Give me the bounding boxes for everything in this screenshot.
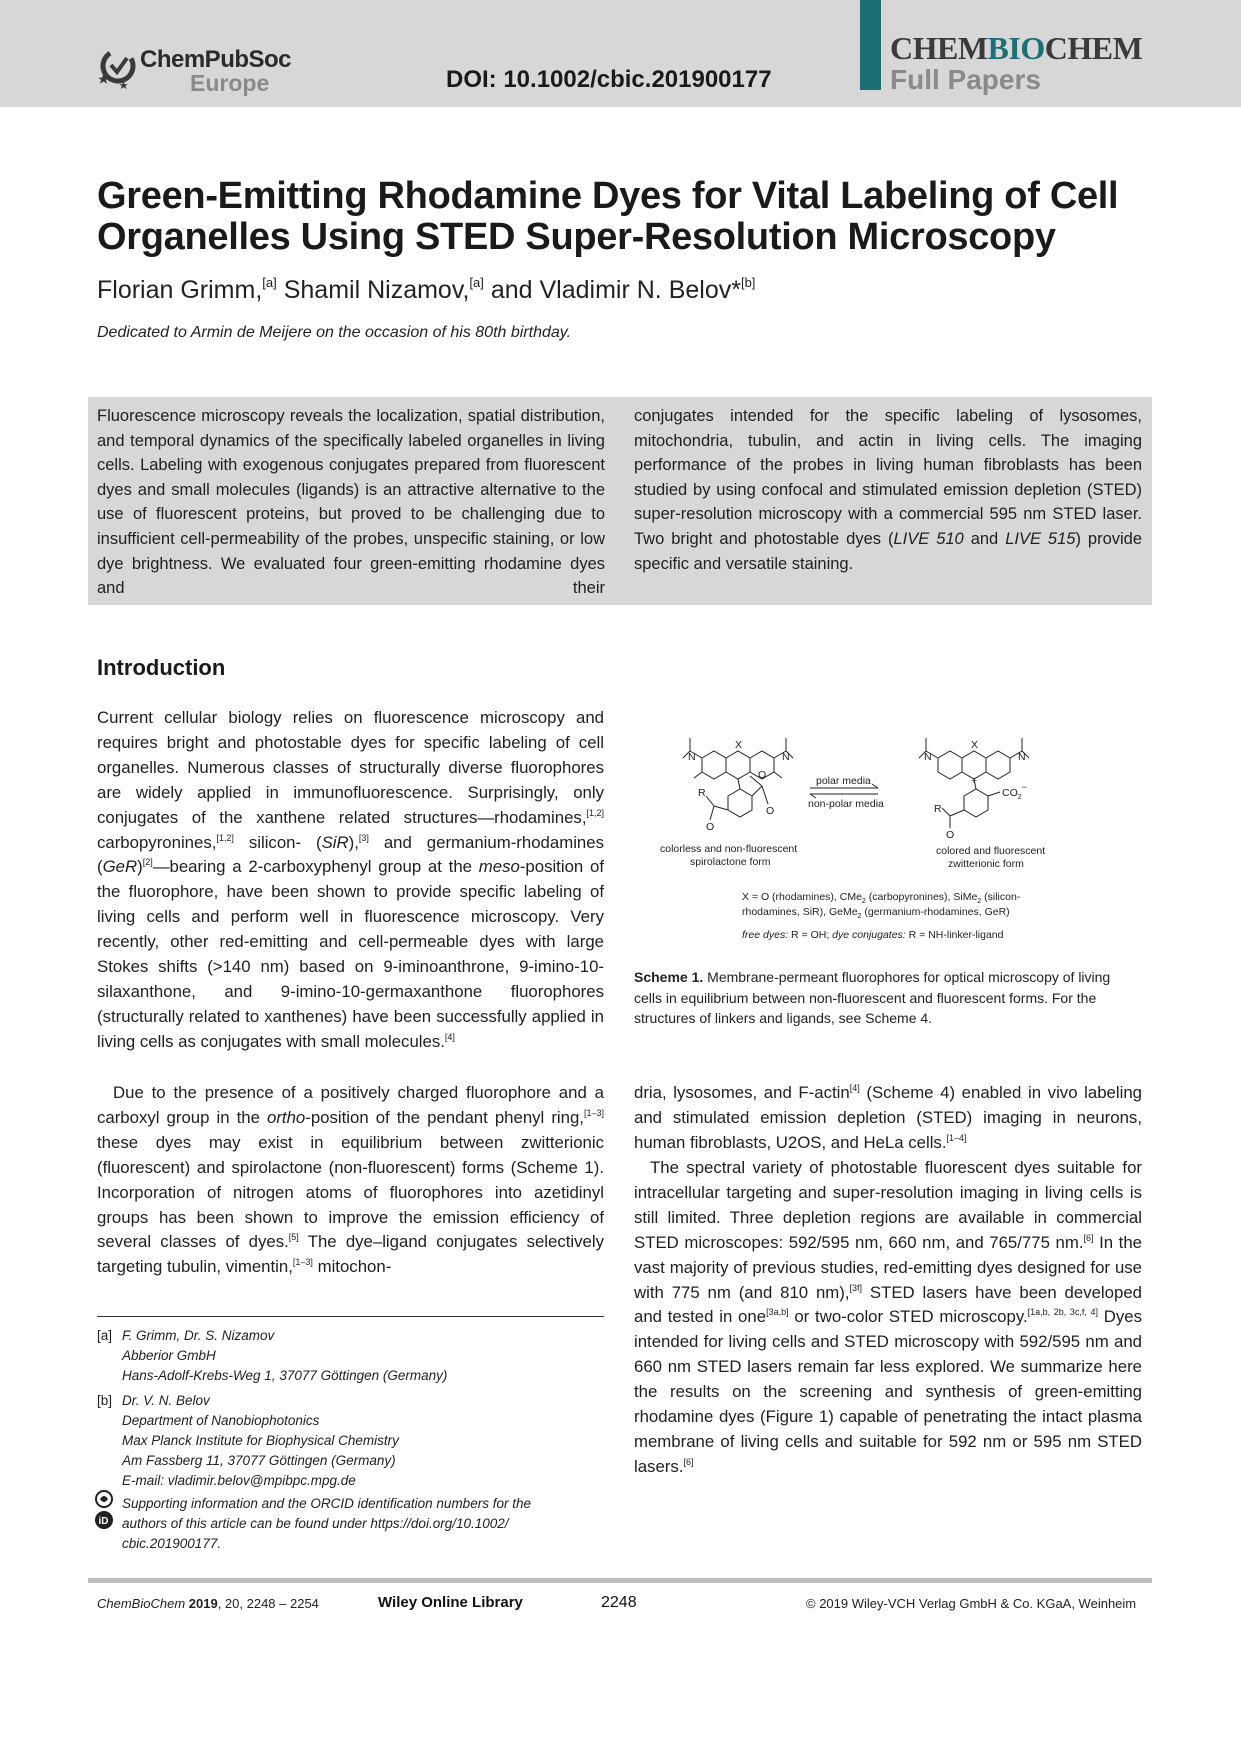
legend-subscript: 2 (857, 913, 862, 920)
author-affiliation-ref: [b] (740, 275, 756, 290)
text-run: or two-color STED microscopy. (788, 1307, 1028, 1327)
scheme-atom-label: N (782, 751, 790, 763)
affiliation-line: Abberior GmbH (122, 1348, 216, 1363)
scheme-left-caption: colorless and non-fluorescent (660, 843, 798, 855)
svg-text:iD: iD (98, 1516, 109, 1527)
affiliation-tag: [a] (97, 1328, 113, 1343)
footer-wiley-online-library[interactable]: Wiley Online Library (378, 1594, 523, 1611)
section-heading-introduction: Introduction (97, 655, 226, 680)
scheme-group-label (1002, 782, 1027, 801)
dye-abbrev: GeR (102, 857, 138, 877)
dedication: Dedicated to Armin de Meijere on the occasion of his 80th birthday. (97, 324, 572, 341)
scheme-atom-label: X (971, 739, 979, 751)
body-paragraph (97, 706, 604, 1055)
caption-text: Membrane-permeant fluorophores for optical microscopy of living cells in equilibrium between non-fluorescent and fluorescent forms. For the structures of linkers and ligands, see Scheme 4. (634, 969, 1111, 1026)
scheme-atom-label: O (946, 829, 955, 841)
legend-text: X = O (rhodamines), CMe (742, 891, 862, 903)
text-run: (Scheme 4) enabled in vivo labeling and stimulated emission depletion (STED) imaging in neurons, human fibroblasts, U2OS, and HeLa cells. (634, 1083, 1142, 1152)
text-run: mitochon- (312, 1257, 392, 1277)
article-title (97, 176, 1157, 258)
dye-name: LIVE 510 (893, 529, 964, 548)
legend-subscript: 2 (861, 898, 866, 905)
scheme-atom-label: X (735, 739, 743, 751)
footer-journal-name: ChemBioChem (97, 1596, 186, 1611)
author-list (97, 275, 755, 305)
citation-ref[interactable]: [1,2] (586, 807, 604, 818)
affiliation-line: Department of Nanobiophotonics (122, 1413, 320, 1428)
body-paragraph (97, 1081, 604, 1280)
scheme-co2-label: CO (1002, 787, 1018, 799)
supporting-info-line[interactable]: cbic.201900177. (122, 1536, 222, 1551)
body-paragraph (634, 1156, 1142, 1480)
scheme-left-caption: spirolactone form (690, 856, 771, 868)
citation-ref[interactable]: [6] (1083, 1232, 1094, 1243)
citation-ref[interactable]: [6] (683, 1456, 694, 1467)
text-run: STED lasers have been developed and tested in one (634, 1282, 1142, 1327)
scheme-right-caption: zwitterionic form (948, 858, 1024, 870)
journal-name-part1: CHEM (890, 30, 988, 66)
journal-name (890, 30, 1142, 67)
citation-ref[interactable]: [5] (288, 1232, 299, 1243)
text-run: carbopyronines, (97, 832, 217, 852)
text-run: these dyes may exist in equilibrium between zwitterionic (fluorescent) and spirolactone (non-fluorescent) forms (Scheme 1). Incorporation of nitrogen atoms of fluorophores into azetidinyl groups has been shown to improve the emission efficiency of several classes of dyes. (97, 1132, 604, 1252)
affiliation-line: Hans-Adolf-Krebs-Weg 1, 37077 Göttingen (Germany) (122, 1368, 448, 1383)
scheme-condition-nonpolar: non-polar media (808, 798, 884, 810)
citation-ref[interactable]: [3] (358, 832, 369, 843)
footnote-divider (97, 1316, 604, 1317)
text-run: The dye–ligand conjugates selectively targeting tubulin, vimentin, (97, 1232, 604, 1277)
affiliation-tag: [b] (97, 1393, 113, 1408)
text-run: In the vast majority of previous studies, red-emitting dyes designed for use with 775 nm (and 810 nm), (634, 1232, 1142, 1302)
text-run: Current cellular biology relies on fluorescence microscopy and requires bright and photostable dyes for specific labeling of cell organelles. Numerous classes of structurally diverse fluorophores are widely applied in immunofluorescence. Surprisingly, only conjugates of the xanthene related structures—rhodamines, (97, 708, 604, 827)
footer-divider (88, 1578, 1152, 1583)
dye-name: LIVE 515 (1005, 529, 1076, 548)
doi-label[interactable]: DOI: 10.1002/cbic.201900177 (446, 66, 772, 93)
legend-italic: dye conjugates: (832, 929, 906, 941)
abstract-left-column: Fluorescence microscopy reveals the localization, spatial distribution, and temporal dynamics of the specifically labeled organelles in living cells. Labeling with exogenous conjugates prepared from fluorescent dyes and small molecules (ligands) is an attractive alternative to the use of fluorescent proteins, but proved to be challenging due to insufficient cell-permeability of the probes, unspecific staining, or low dye brightness. We evaluated four green-emitting rhodamine dyes and their (97, 407, 605, 598)
text-run: The spectral variety of photostable fluorescent dyes suitable for intracellular targeting and super-resolution imaging in living cells is still limited. Three depletion regions are available in commercial STED microscopes: 592/595 nm, 660 nm, and 765/775 nm. (634, 1158, 1142, 1252)
text-run: —bearing a 2-carboxyphenyl group at the (152, 857, 479, 877)
chempubsoc-logo-icon (96, 44, 140, 90)
affiliation-line: F. Grimm, Dr. S. Nizamov (122, 1328, 275, 1343)
legend-text: (silicon- (981, 891, 1021, 903)
text-run: -position of the fluorophore, have been shown to provide specific labeling of living cells and perform well in fluorescence microscopy. Very recently, other red-emitting and cell-permeable dyes with large Stokes shifts (>140 nm) based on 9-iminoanthrone, 9-imino-10-silaxanthone, and 9-imino-10-germaxanthone fluorophores (structurally related to xanthenes) have been successfully applied in living cells as conjugates with small molecules. (97, 857, 604, 1051)
legend-text: R = NH-linker-ligand (905, 929, 1004, 941)
author-name: Shamil Nizamov, (283, 276, 470, 304)
scheme-charge-plus: + (971, 775, 978, 787)
supporting-info-line[interactable]: authors of this article can be found under https://doi.org/10.1002/ (122, 1516, 509, 1531)
supporting-info-and-orcid-icon (93, 1489, 115, 1531)
text-run: ) (137, 857, 143, 877)
scheme-1-caption (634, 967, 1142, 1029)
citation-ref[interactable]: [3f] (849, 1282, 863, 1293)
supporting-info-line: Supporting information and the ORCID identification numbers for the (122, 1496, 531, 1511)
abstract-text: conjugates intended for the specific labeling of lysosomes, mitochondria, tubulin, and actin in living cells. The imaging performance of the probes in living human fibroblasts has been studied by using confocal and stimulated emission depletion (STED) super-resolution microscopy with a commercial 595 nm STED laser. Two bright and photostable dyes ( (634, 407, 1142, 548)
legend-subscript: 2 (977, 898, 982, 905)
footer-citation (97, 1596, 319, 1611)
citation-ref[interactable]: [1a,b, 2b, 3c,f, 4] (1027, 1307, 1098, 1318)
scheme-1-figure (660, 716, 1100, 946)
text-run: ), (348, 832, 359, 852)
citation-ref[interactable]: [3a,b] (766, 1307, 789, 1318)
page-number: 2248 (601, 1594, 637, 1611)
italic-term: meso (478, 857, 520, 877)
author-affiliation-ref: [a] (469, 275, 484, 290)
journal-name-part2: BIO (987, 30, 1045, 66)
scheme-right-caption: colored and fluorescent (936, 845, 1046, 857)
affiliation-line: Dr. V. N. Belov (122, 1393, 210, 1408)
text-run: -position of the pendant phenyl ring, (305, 1107, 584, 1127)
author-affiliation-ref: [a] (262, 275, 277, 290)
dye-abbrev: SiR (321, 832, 349, 852)
scheme-atom-label: O (758, 769, 767, 781)
italic-term: ortho (266, 1107, 306, 1127)
legend-text: (carbopyronines), SiMe (865, 891, 978, 903)
text-run: and germanium-rhodamines ( (97, 832, 604, 877)
scheme-atom-label: N (688, 751, 696, 763)
scheme-charge-minus: − (1021, 782, 1027, 792)
footer-volume-pages: , 20, 2248 – 2254 (217, 1596, 319, 1611)
scheme-atom-label: O (766, 805, 775, 817)
section-type: Full Papers (890, 64, 1041, 95)
accent-bar (860, 0, 881, 90)
text-run: Due to the presence of a positively charged fluorophore and a carboxyl group in the (97, 1083, 604, 1127)
citation-ref[interactable]: [1,2] (216, 832, 234, 843)
affiliation-email[interactable]: E-mail: vladimir.belov@mpibpc.mpg.de (122, 1473, 356, 1488)
scheme-atom-label: R (698, 787, 706, 799)
author-name: Florian Grimm, (97, 276, 263, 304)
text-run: silicon- ( (233, 832, 322, 852)
title-line-1: Green-Emitting Rhodamine Dyes for Vital Labeling of Cell (97, 175, 1119, 217)
text-run: Dyes intended for living cells and STED microscopy with 592/595 nm and 660 nm STED lasers remain far less explored. We summarize here the results on the screening and synthesis of green-emitting rhodamine dyes (Figure 1) capable of penetrating the intact plasma membrane of living cells and suitable for 592 nm or 595 nm STED lasers. (634, 1307, 1142, 1476)
legend-text: R = OH; (788, 929, 833, 941)
scheme-legend-line-2 (742, 906, 1010, 920)
citation-ref[interactable]: [2] (142, 857, 153, 868)
scheme-atom-label: O (706, 821, 715, 833)
journal-name-part3: CHEM (1044, 30, 1143, 66)
scheme-atom-label: N (1018, 751, 1026, 763)
citation-ref[interactable]: [4] (444, 1031, 455, 1042)
title-line-2: Organelles Using STED Super-Resolution Microscopy (97, 216, 1056, 258)
legend-text: (germanium-rhodamines, GeR) (861, 906, 1010, 918)
abstract-right-column (634, 404, 1142, 576)
logo-text-bottom: Europe (190, 70, 270, 96)
citation-ref[interactable]: [1–3] (292, 1257, 313, 1268)
body-paragraph (634, 1081, 1142, 1156)
text-run: dria, lysosomes, and F-actin (634, 1083, 850, 1102)
citation-ref[interactable]: [4] (849, 1083, 860, 1093)
legend-italic: free dyes: (742, 929, 789, 941)
legend-text: rhodamines, SiR), GeMe (742, 906, 858, 918)
scheme-condition-polar: polar media (816, 775, 871, 787)
affiliation-line: Am Fassberg 11, 37077 Göttingen (Germany) (122, 1453, 396, 1468)
scheme-legend-line-3 (742, 929, 1004, 941)
scheme-legend-line-1 (742, 891, 1021, 905)
affiliation-line: Max Planck Institute for Biophysical Chemistry (122, 1433, 399, 1448)
citation-ref[interactable]: [1–4] (946, 1132, 967, 1143)
citation-ref[interactable]: [1–3] (583, 1107, 604, 1118)
footer-copyright: © 2019 Wiley-VCH Verlag GmbH & Co. KGaA, Weinheim (806, 1596, 1137, 1611)
logo-text-top: ChemPubSoc (140, 46, 292, 73)
scheme-atom-label: R (934, 803, 942, 815)
footer-year: 2019 (188, 1596, 218, 1611)
author-name: and Vladimir N. Belov* (490, 276, 741, 304)
abstract-text: and (963, 529, 1006, 548)
scheme-subscript: 2 (1017, 794, 1022, 801)
caption-label: Scheme 1. (634, 969, 704, 985)
abstract-text: ) provide specific and versatile staining. (634, 529, 1143, 573)
scheme-atom-label: N (924, 751, 932, 763)
